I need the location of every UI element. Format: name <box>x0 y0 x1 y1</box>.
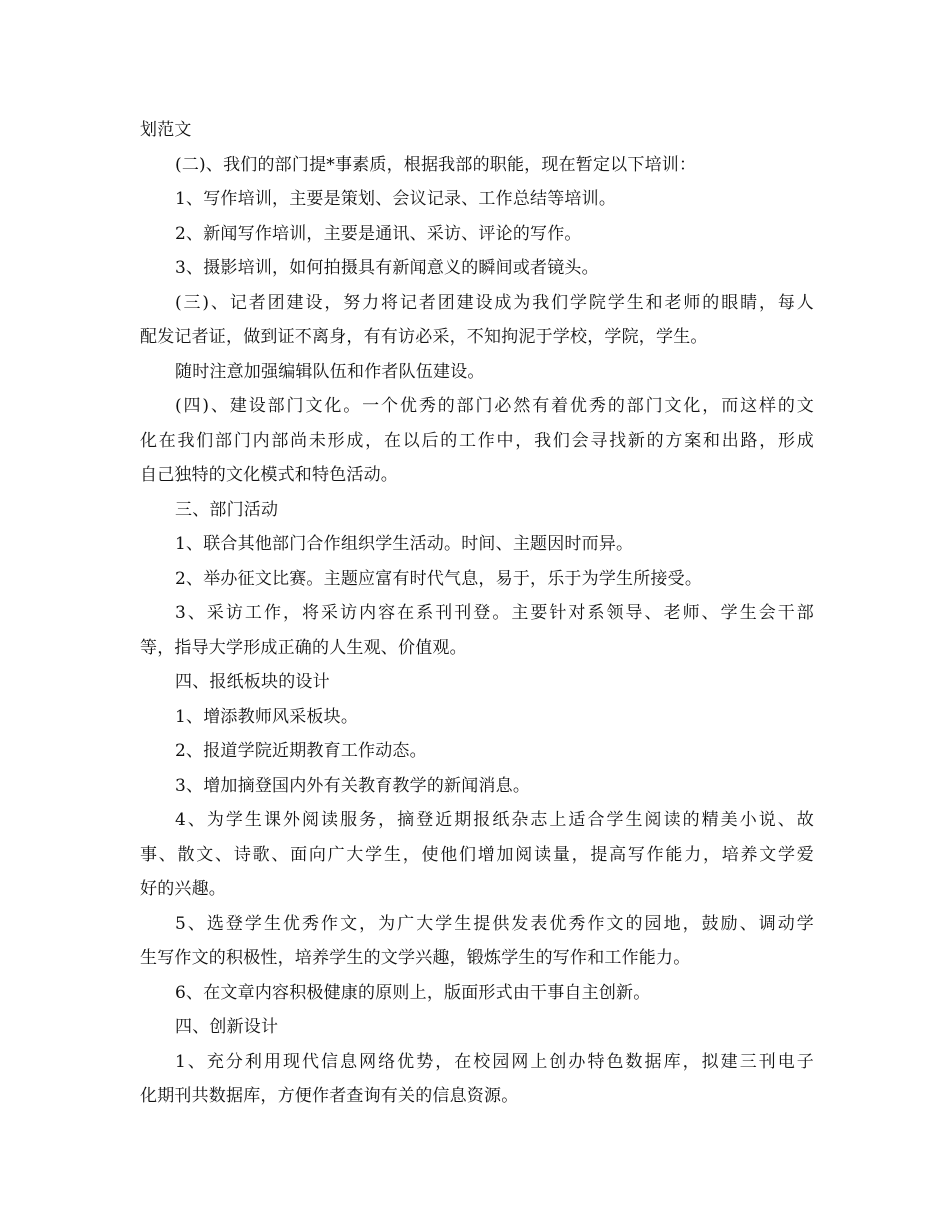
text-line: 2、新闻写作培训，主要是通讯、采访、评论的写作。 <box>175 223 582 244</box>
text-line: 配发记者证，做到证不离身，有有访必采，不知拘泥于学校，学院，学生。 <box>140 327 708 347</box>
text-line: 1、写作培训，主要是策划、会议记录、工作总结等培训。 <box>175 189 617 209</box>
text-line: 等，指导大学形成正确的人生观、价值观。 <box>140 637 467 658</box>
text-line: 3、增加摘登国内外有关教育教学的新闻消息。 <box>175 775 531 796</box>
section-heading: 四、报纸板块的设计 <box>175 672 330 692</box>
text-line: 化在我们部门内部尚未形成，在以后的工作中，我们会寻找新的方案和出路，形成 <box>140 430 814 451</box>
text-line: 自己独特的文化模式和特色活动。 <box>140 465 398 485</box>
text-line: (四)、建设部门文化。一个优秀的部门必然有着优秀的部门文化，而这样的文 <box>175 396 814 416</box>
text-line: (二)、我们的部门提*事素质，根据我部的职能，现在暂定以下培训： <box>175 154 697 175</box>
text-line: 划范文 <box>140 120 192 140</box>
text-line: 事、散文、诗歌、面向广大学生，使他们增加阅读量，提高写作能力，培养文学爱 <box>140 844 814 865</box>
text-line: 6、在文章内容积极健康的原则上，版面形式由干事自主创新。 <box>175 982 651 1003</box>
text-line: 1、联合其他部门合作组织学生活动。时间、主题因时而异。 <box>175 534 634 554</box>
text-line: 随时注意加强编辑队伍和作者队伍建设。 <box>175 361 485 382</box>
text-line: 化期刊共数据库，方便作者查询有关的信息资源。 <box>140 1086 519 1106</box>
text-line: (三)、记者团建设，努力将记者团建设成为我们学院学生和老师的眼睛，每人 <box>175 292 814 313</box>
text-line: 1、增添教师风采板块。 <box>175 706 359 727</box>
text-line: 4、为学生课外阅读服务，摘登近期报纸杂志上适合学生阅读的精美小说、故 <box>175 810 814 830</box>
text-line: 1、充分利用现代信息网络优势，在校园网上创办特色数据库，拟建三刊电子 <box>175 1051 814 1072</box>
text-line: 3、采访工作，将采访内容在系刊刊登。主要针对系领导、老师、学生会干部 <box>175 603 814 623</box>
text-line: 生写作文的积极性，培养学生的文学兴趣，锻炼学生的写作和工作能力。 <box>140 948 691 968</box>
section-heading: 三、部门活动 <box>175 499 279 520</box>
text-line: 3、摄影培训，如何拍摄具有新闻意义的瞬间或者镜头。 <box>175 258 599 278</box>
text-line: 2、报道学院近期教育工作动态。 <box>175 741 427 761</box>
section-heading: 四、创新设计 <box>175 1017 279 1037</box>
text-line: 好的兴趣。 <box>140 879 226 899</box>
text-line: 2、举办征文比赛。主题应富有时代气息，易于，乐于为学生所接受。 <box>175 568 703 589</box>
text-line: 5、选登学生优秀作文，为广大学生提供发表优秀作文的园地，鼓励、调动学 <box>175 913 814 934</box>
